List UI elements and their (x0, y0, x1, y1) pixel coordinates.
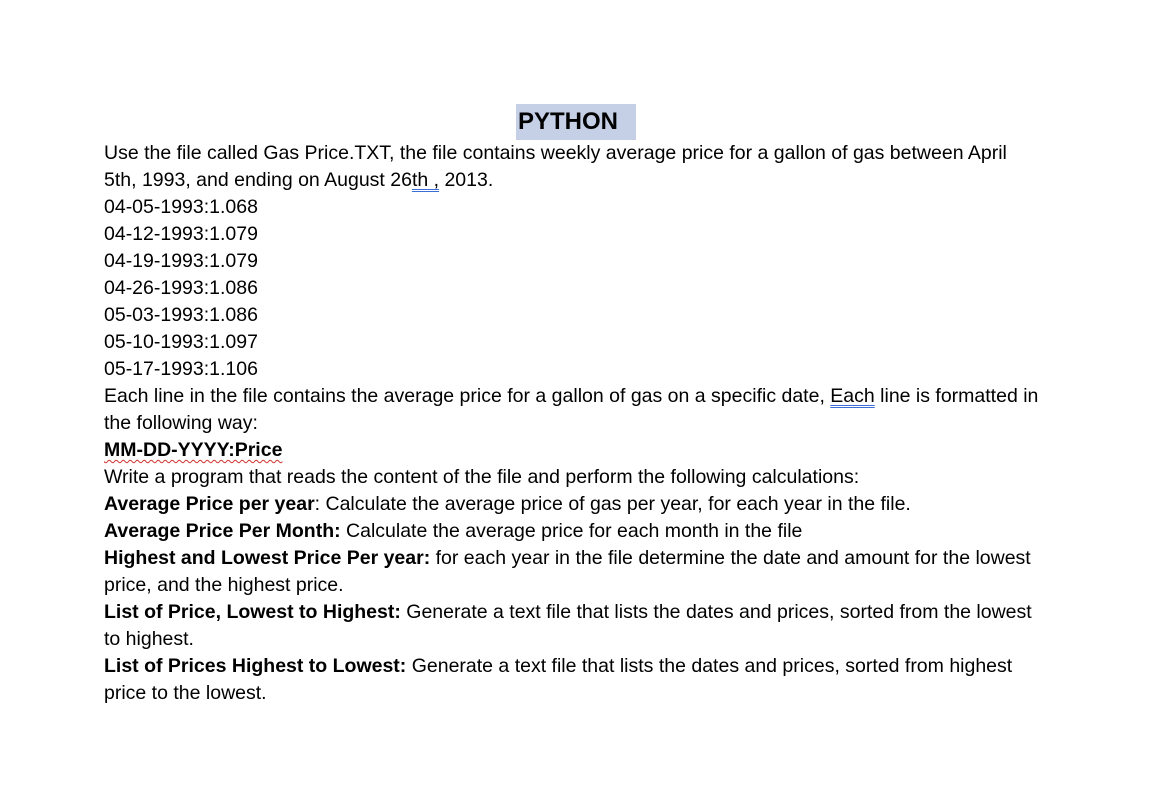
task-label: Highest and Lowest Price Per year: (104, 547, 431, 569)
data-line: 04-19-1993:1.079 (104, 250, 258, 272)
task-text: Generate a text file that lists the dates and prices, sorted from the lowest to highest. (104, 601, 1032, 650)
task-paragraph (104, 599, 1044, 653)
task-paragraph (104, 491, 1044, 518)
task-label: Average Price Per Month: (104, 520, 341, 542)
grammar-flag-each[interactable]: Each (830, 385, 875, 407)
data-line: 05-03-1993:1.086 (104, 304, 258, 326)
data-line: 04-12-1993:1.079 (104, 223, 258, 245)
task-paragraph (104, 518, 1044, 545)
data-line: 04-26-1993:1.086 (104, 277, 258, 299)
intro-paragraph (104, 140, 1044, 194)
data-line: 04-05-1993:1.068 (104, 196, 258, 218)
format-paragraph (104, 383, 1044, 437)
format-spec[interactable]: MM-DD-YYYY:Price (104, 439, 283, 461)
intro-text-end: 2013. (439, 169, 494, 191)
document-page (104, 104, 1044, 707)
data-line: 05-10-1993:1.097 (104, 331, 258, 353)
program-paragraph: Write a program that reads the content of the file and perform the following calculations: (104, 466, 860, 488)
intro-text: Use the file called Gas Price.TXT, the file contains weekly average price for a gallon of gas between April 5th, 1993, and ending on August 26 (104, 142, 1007, 191)
task-label: List of Prices Highest to Lowest: (104, 655, 407, 677)
document-title[interactable]: PYTHON (516, 104, 636, 140)
task-paragraph (104, 545, 1044, 599)
task-text: Generate a text file that lists the dates and prices, sorted from highest price to the lowest. (104, 655, 1013, 704)
title-row (104, 104, 1044, 140)
format-spec-paragraph (104, 437, 1044, 464)
task-text: for each year in the file determine the date and amount for the lowest price, and the highest price. (104, 547, 1031, 596)
task-paragraph (104, 653, 1044, 707)
grammar-flag-th[interactable]: th , (411, 169, 440, 191)
format-text-end: line is formatted in the following way: (104, 385, 1039, 434)
task-label: List of Price, Lowest to Highest: (104, 601, 401, 623)
data-line: 05-17-1993:1.106 (104, 358, 258, 380)
task-label: Average Price per year (104, 493, 315, 515)
task-text: Calculate the average price for each month in the file (340, 520, 803, 542)
format-text: Each line in the file contains the average price for a gallon of gas on a specific date, (104, 385, 831, 407)
task-text: : Calculate the average price of gas per year, for each year in the file. (314, 493, 911, 515)
